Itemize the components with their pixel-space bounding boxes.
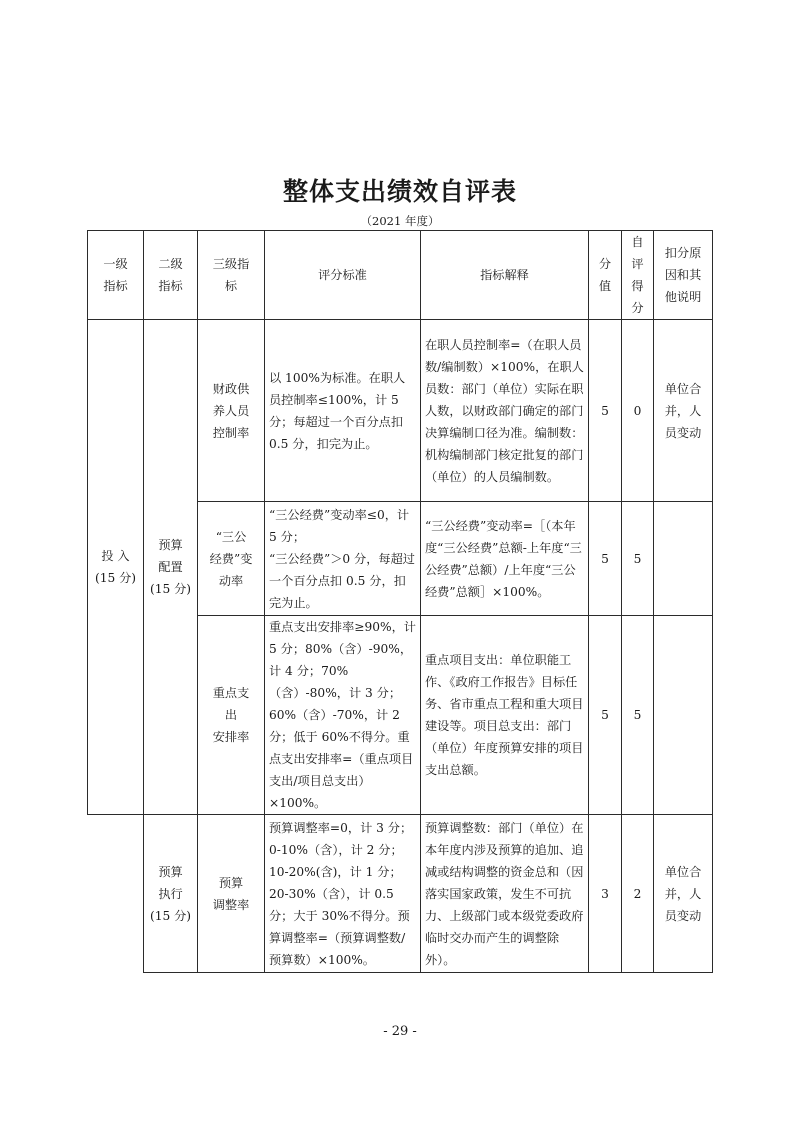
level1-cell xyxy=(88,815,144,973)
score-cell: 5 xyxy=(589,502,622,616)
level1-cell: 投 入 (15 分) xyxy=(88,320,144,815)
explanation-cell: 在职人员控制率=（在职人员数/编制数）×100%，在职人员数：部门（单位）实际在职人数，以财政部门确定的部门决算编制口径为准。编制数：机构编制部门核定批复的部门（单位）的人员编制数。 xyxy=(421,320,589,502)
header-level1: 一级 指标 xyxy=(88,231,144,320)
level2-cell: 预算 配置 (15 分) xyxy=(144,320,198,815)
year-subtitle: （2021 年度） xyxy=(360,214,440,228)
reason-cell: 单位合 并，人 员变动 xyxy=(654,320,713,502)
explanation-cell: “三公经费”变动率=［（本年度“三公经费”总额-上年度“三公经费”总额）/上年度“三公经费”总额］×100%。 xyxy=(421,502,589,616)
criteria-cell: 以 100%为标准。在职人员控制率≤100%，计 5 分；每超过一个百分点扣 0.5 分，扣完为止。 xyxy=(265,320,421,502)
self-score-cell: 0 xyxy=(622,320,654,502)
criteria-cell: “三公经费”变动率≤0，计 5 分； “三公经费”＞0 分，每超过一个百分点扣 0.5 分，扣完为止。 xyxy=(265,502,421,616)
score-cell: 5 xyxy=(589,320,622,502)
table-row xyxy=(88,320,713,502)
header-score: 分 值 xyxy=(589,231,622,320)
performance-table xyxy=(87,230,713,973)
reason-cell xyxy=(654,502,713,616)
criteria-cell: 重点支出安排率≥90%，计 5 分；80%（含）-90%，计 4 分；70%（含）-80%，计 3 分；60%（含）-70%，计 2 分；低于 60%不得分。重点支出安排率=（重点项目支出/项目总支出）×100%。 xyxy=(265,616,421,815)
page-number: - 29 - xyxy=(383,1024,417,1039)
header-reason: 扣分原 因和其 他说明 xyxy=(654,231,713,320)
criteria-cell: 预算调整率=0，计 3 分；0-10%（含），计 2 分；10-20%(含)，计 1 分；20-30%（含），计 0.5 分；大于 30%不得分。预算调整率=（预算调整数/预算数）×100%。 xyxy=(265,815,421,973)
level3-cell: 财政供 养人员 控制率 xyxy=(198,320,265,502)
self-score-cell: 5 xyxy=(622,502,654,616)
level3-cell: 预算 调整率 xyxy=(198,815,265,973)
reason-cell: 单位合 并，人 员变动 xyxy=(654,815,713,973)
level3-cell: “三公 经费”变 动率 xyxy=(198,502,265,616)
table-header-row xyxy=(88,231,713,320)
level2-cell: 预算 执行 (15 分) xyxy=(144,815,198,973)
header-explanation: 指标解释 xyxy=(421,231,589,320)
header-level3: 三级指 标 xyxy=(198,231,265,320)
score-cell: 3 xyxy=(589,815,622,973)
self-score-cell: 5 xyxy=(622,616,654,815)
explanation-cell: 预算调整数：部门（单位）在本年度内涉及预算的追加、追减或结构调整的资金总和（因落实国家政策，发生不可抗力、上级部门或本级党委政府临时交办而产生的调整除外）。 xyxy=(421,815,589,973)
reason-cell xyxy=(654,616,713,815)
header-self-score: 自 评 得 分 xyxy=(622,231,654,320)
self-score-cell: 2 xyxy=(622,815,654,973)
explanation-cell: 重点项目支出：单位职能工作、《政府工作报告》目标任务、省市重点工程和重大项目建设等。项目总支出：部门（单位）年度预算安排的项目支出总额。 xyxy=(421,616,589,815)
score-cell: 5 xyxy=(589,616,622,815)
header-criteria: 评分标准 xyxy=(265,231,421,320)
table-row xyxy=(88,815,713,973)
header-level2: 二级 指标 xyxy=(144,231,198,320)
page-title: 整体支出绩效自评表 xyxy=(282,177,517,206)
level3-cell: 重点支 出 安排率 xyxy=(198,616,265,815)
